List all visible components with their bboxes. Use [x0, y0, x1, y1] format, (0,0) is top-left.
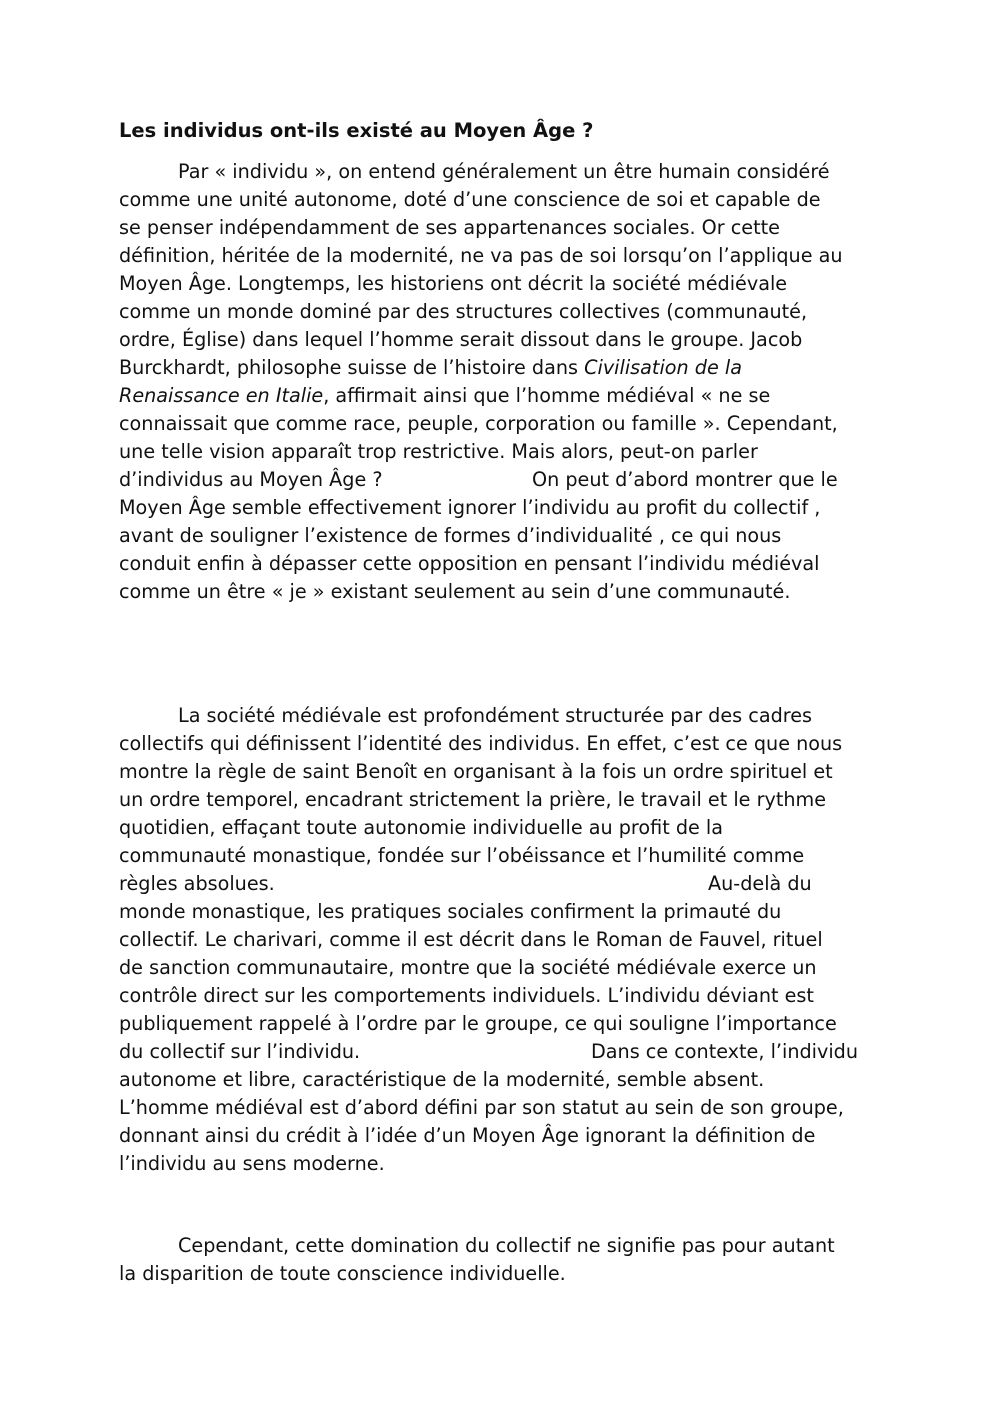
paragraph-line: communauté monastique, fondée sur l’obéissance et l’humilité comme — [119, 844, 805, 867]
paragraph-line: du collectif sur l’individu. — [119, 1040, 361, 1063]
paragraph-line: L’homme médiéval est d’abord défini par son statut au sein de son groupe, — [119, 1096, 844, 1119]
paragraph-line: Par « individu », on entend généralement un être humain considéré — [178, 160, 830, 183]
paragraph-line: un ordre temporel, encadrant strictement la prière, le travail et le rythme — [119, 788, 827, 811]
paragraph-line: montre la règle de saint Benoît en organisant à la fois un ordre spirituel et — [119, 760, 833, 783]
paragraph-line — [119, 354, 742, 382]
paragraph-line: se penser indépendamment de ses appartenances sociales. Or cette — [119, 216, 780, 239]
paragraph-line: de sanction communautaire, montre que la société médiévale exerce un — [119, 956, 817, 979]
paragraph-line: l’individu au sens moderne. — [119, 1152, 385, 1175]
paragraph-line: conduit enfin à dépasser cette opposition en pensant l’individu médiéval — [119, 552, 820, 575]
paragraph-line — [119, 382, 770, 410]
paragraph-line: quotidien, effaçant toute autonomie individuelle au profit de la — [119, 816, 724, 839]
paragraph-line: collectif. Le charivari, comme il est décrit dans le Roman de Fauvel, rituel — [119, 928, 823, 951]
paragraph-line: une telle vision apparaît trop restrictive. Mais alors, peut-on parler — [119, 440, 758, 463]
paragraph-line: donnant ainsi du crédit à l’idée d’un Moyen Âge ignorant la définition de — [119, 1124, 816, 1147]
paragraph-line: Au-delà du — [708, 872, 812, 895]
text-run: , affirmait ainsi que l’homme médiéval « ne se — [323, 384, 771, 407]
paragraph-line: avant de souligner l’existence de formes d’individualité , ce qui nous — [119, 524, 782, 547]
paragraph-line: autonome et libre, caractéristique de la modernité, semble absent. — [119, 1068, 765, 1091]
paragraph-line: comme un être « je » existant seulement au sein d’une communauté. — [119, 580, 791, 603]
paragraph-line: monde monastique, les pratiques sociales confirment la primauté du — [119, 900, 782, 923]
paragraph-line: règles absolues. — [119, 872, 275, 895]
book-title-italic: Civilisation de la — [584, 356, 742, 379]
paragraph-line: publiquement rappelé à l’ordre par le groupe, ce qui souligne l’importance — [119, 1012, 837, 1035]
paragraph-line: Moyen Âge. Longtemps, les historiens ont décrit la société médiévale — [119, 272, 788, 295]
book-title-italic: Renaissance en Italie — [119, 384, 324, 407]
paragraph-line: La société médiévale est profondément structurée par des cadres — [178, 704, 813, 727]
paragraph-line: ordre, Église) dans lequel l’homme serait dissout dans le groupe. Jacob — [119, 328, 803, 351]
document-title: Les individus ont-ils existé au Moyen Âge ? — [119, 119, 594, 142]
paragraph-line: la disparition de toute conscience individuelle. — [119, 1262, 566, 1285]
paragraph-line: contrôle direct sur les comportements individuels. L’individu déviant est — [119, 984, 814, 1007]
paragraph-line: comme un monde dominé par des structures collectives (communauté, — [119, 300, 808, 323]
text-run: Burckhardt, philosophe suisse de l’histoire dans — [119, 356, 585, 379]
paragraph-line: Cependant, cette domination du collectif ne signifie pas pour autant — [178, 1234, 835, 1257]
paragraph-line: collectifs qui définissent l’identité des individus. En effet, c’est ce que nous — [119, 732, 843, 755]
paragraph-line: d’individus au Moyen Âge ? — [119, 468, 383, 491]
paragraph-line: Dans ce contexte, l’individu — [591, 1040, 859, 1063]
paragraph-line: définition, héritée de la modernité, ne va pas de soi lorsqu’on l’applique au — [119, 244, 843, 267]
paragraph-line: Moyen Âge semble effectivement ignorer l’individu au profit du collectif , — [119, 496, 821, 519]
paragraph-line: comme une unité autonome, doté d’une conscience de soi et capable de — [119, 188, 821, 211]
paragraph-line: On peut d’abord montrer que le — [532, 468, 838, 491]
paragraph-line: connaissait que comme race, peuple, corporation ou famille ». Cependant, — [119, 412, 838, 435]
